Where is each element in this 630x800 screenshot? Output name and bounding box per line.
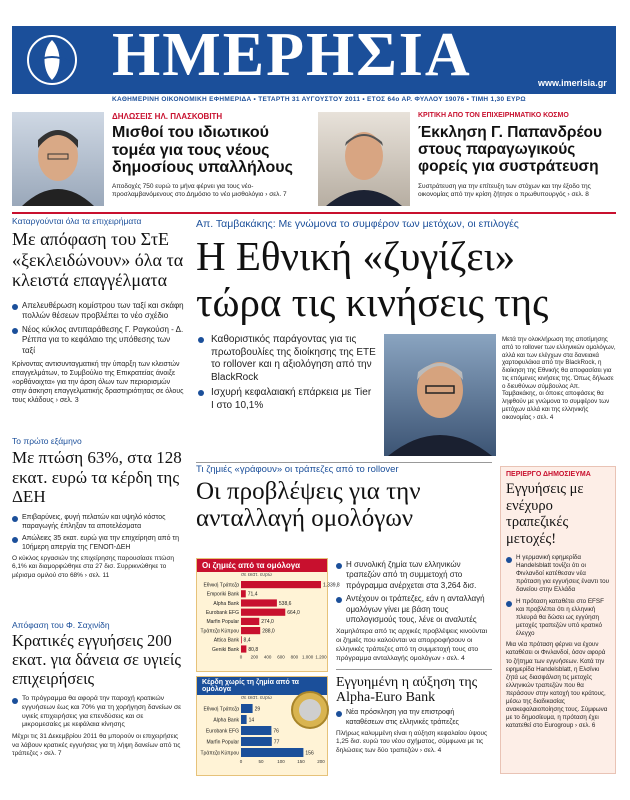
tick-label: 800 [290, 654, 299, 660]
category-label: Alpha Bank [213, 600, 239, 607]
left-story-3 [12, 620, 184, 759]
category-label: Marfin Popular [206, 739, 239, 746]
left2-bullet: Απώλειες 35 εκατ. ευρώ για την επιχείρηση από τη 10ήμερη απεργία της ΓΕΝΟΠ-ΔΕΗ [12, 534, 184, 552]
losses-chart [197, 580, 340, 668]
left-story-2 [12, 436, 184, 580]
left2-body: Ο κύκλος εργασιών της επιχείρησης παρουσίασε πτώση 6,1% και διαμορφώθηκε στα 27 δισ. Συρρικνώθηκε το μέρισμα ομιλού στο 68% › σελ. 11 [12, 555, 174, 579]
tick-label: 200 [317, 759, 325, 764]
top-left-headline[interactable]: Μισθοί του ιδιωτικού τομέα για τους νέους δημοσίους υπαλλήλους [112, 124, 293, 177]
tick-label: 0 [239, 759, 243, 764]
losses-chart-unit: σε εκατ. ευρώ [241, 572, 272, 578]
bar [241, 609, 285, 616]
tick-label: 1.000 [302, 654, 314, 660]
right-kicker: ΠΕΡΙΕΡΓΟ ΔΗΜΟΣΙΕΥΜΑ [506, 471, 591, 478]
mid-article [336, 560, 492, 755]
value-label: 288,0 [262, 628, 275, 635]
losses-chart-title: Οι ζημιές από τα ομόλογα [197, 559, 327, 572]
photo-tamvakakis [384, 334, 496, 456]
losses-chart-box [196, 558, 340, 672]
category-label: Eurobank EFG [205, 610, 239, 617]
category-label: Εθνική Τράπεζα [203, 706, 239, 713]
tick-label: 100 [277, 759, 285, 764]
left2-headline[interactable]: Με πτώση 63%, στα 128 εκατ. ευρώ τα κέρδη της ΔΕΗ [12, 448, 182, 507]
top-right-headline[interactable]: Έκκληση Γ. Παπανδρέου στους παραγωγικούς φορείς για συστράτευση [418, 124, 602, 176]
right-bullet: Η γερμανική εφημερίδα Handelsblatt τονίζει ότι οι Φινλανδοί κατέθεσαν νέα πρόταση για εγγυήσεις έναντι του δανείου στην Ελλάδα [506, 554, 610, 595]
top-right-kicker: ΚΡΙΤΙΚΗ ΑΠΟ ΤΟΝ ΕΠΙΧΕΙΡΗΜΑΤΙΚΟ ΚΟΣΜΟ [418, 112, 569, 119]
profits-chart-title: Κέρδη χωρίς τη ζημία από τα ομόλογα [197, 677, 327, 695]
value-label: 77 [273, 739, 280, 746]
lead-bullets [198, 334, 376, 415]
value-label: 80,8 [248, 646, 259, 653]
left3-headline[interactable]: Κρατικές εγγυήσεις 200 εκατ. για δάνεια σε υγιείς επιχειρήσεις [12, 631, 181, 688]
category-label: Eurobank EFG [205, 728, 239, 735]
mid-headline-2[interactable]: Εγγυημένη η αύξηση της Alpha-Euro Bank [336, 674, 478, 706]
photo-papandreou [318, 112, 410, 206]
lead-bullet: Ισχυρή κεφαλαιακή επάρκεια με Tier I στο 10,1% [198, 387, 376, 412]
masthead-title: ΗΜΕΡΗΣΙΑ [112, 21, 472, 89]
category-label: Τράπεζα Κύπρου [200, 628, 239, 635]
value-label: 29 [254, 706, 261, 713]
mid-body-2: Πλήρως καλυμμένη είναι η αύξηση κεφαλαίου ύψους 1,25 δισ. ευρώ του νέου σχήματος, σύμφωνα με τις δηλώσεις των δύο τραπεζών › σελ. 4 [336, 729, 488, 754]
value-label: 8,4 [243, 637, 251, 644]
lead-headline-line-2[interactable]: τώρα τις κινήσεις της [196, 279, 549, 325]
bar [241, 737, 272, 746]
mid-bullet: Η συνολική ζημία των ελληνικών τραπεζών από τη συμμετοχή στο πρόγραμμα ανέρχεται στα 3,264 δισ. [336, 560, 492, 591]
bar [241, 715, 247, 724]
category-label: Geniki Bank [212, 646, 239, 653]
value-label: 664,0 [287, 610, 300, 617]
bar [241, 726, 271, 735]
value-label: 71,4 [247, 591, 258, 598]
top-left-body: Αποδοχές 750 ευρώ το μήνα φέρνει για τους νέο-προσλαμβανόμενους στο Δημόσιο το νέο μισθολόγιο › σελ. 7 [112, 183, 287, 199]
top-left-kicker: ΔΗΛΩΣΕΙΣ ΗΛ. ΠΛΑΣΚΟΒΙΤΗ [112, 112, 223, 121]
left1-bullet: Νέος κύκλος αντιπαράθεσης Γ. Ραγκούση - Δ. Ρέππα για το κεφάλαιο της υπόθεσης των ταξί [12, 325, 184, 356]
top-right-body: Συστράτευση για την επίτευξη των στόχων και την έξοδο της οικονομίας από την κρίση ζήτησε ο πρωθυπουργός › σελ. 8 [418, 183, 591, 199]
bar [241, 618, 259, 625]
category-label: Marfin Popular [206, 619, 239, 626]
euro-coin-icon [290, 690, 330, 730]
lead-bullet: Καθοριστικός παράγοντας για τις πρωτοβουλίες της διοίκησης της ΕΤΕ το rollover και η αξιολόγηση από την BlackRock [198, 334, 376, 384]
value-label: 274,0 [261, 619, 274, 626]
right-body: Μια νέα πρόταση φέρνει να έχουν καταθέσει οι Φινλανδοί, όσον αφορά το ζήτημα των εγγυήσεων. Κατά την εφημερίδα Handelsblatt, η Ελσίνκι ζητά ως διασφάλιση τις μετοχές ελληνικών τραπεζών που θα περάσουν στην κατοχή του κράτους, μέσω της διαδικασίας ανακεφαλαιοποίησης τους. Σύμφωνα με το δημοσίευμα, η πρόταση έχει κατατεθεί στο Eurogroup › σελ. 6 [506, 641, 608, 730]
divider [12, 212, 616, 214]
right-story-box [500, 466, 616, 774]
value-label: 156 [305, 750, 314, 757]
bar [241, 581, 321, 588]
value-label: 538,6 [278, 600, 292, 607]
tick-label: 150 [297, 759, 305, 764]
bar [241, 599, 277, 606]
tick-label: 600 [277, 654, 285, 660]
mid-headline[interactable]: Οι προβλέψεις για την ανταλλαγή ομολόγων [196, 478, 421, 532]
right-headline[interactable]: Εγγυήσεις με ενέχυρο τραπεζικές μετοχές! [506, 481, 584, 548]
left2-kicker: Το πρώτο εξάμηνο [12, 436, 82, 446]
left1-headline[interactable]: Με απόφαση του ΣτΕ «ξεκλειδώνουν» όλα τα κλειστά επαγγέλματα [12, 229, 184, 291]
masthead-url[interactable]: www.imerisia.gr [538, 78, 607, 88]
left2-bullet: Επιβαρύνεις, φυγή πελατών και υψηλό κόστος παραγωγής έπληξαν τα αποτελέσματα [12, 513, 184, 531]
left-story-1 [12, 216, 184, 405]
left1-body: Κρίνοντας αντισυνταγματική την ύπαρξη των κλειστών επαγγελμάτων, το Συμβούλιο της Επικρατείας άνοιξε «ορθάνοιχτα» για την άρση όλων των περιορισμών στην άσκηση επαγγελματικής δραστηριότητας σε όλους τους κλάδους › σελ. 3 [12, 361, 184, 405]
divider [196, 462, 492, 463]
bar [241, 748, 303, 757]
category-label: Εθνική Τράπεζα [203, 582, 239, 589]
lead-headline-line-1[interactable]: Η Εθνική «ζυγίζει» [196, 233, 516, 279]
left1-kicker: Καταργούνται όλα τα επιχειρήματα [12, 216, 142, 226]
lead-side-text: Μετά την ολοκλήρωση της αποτίμησης από το rollover των ελληνικών ομολόγων, αλλά και των ελέγχων στα δανειακά χαρτοφυλάκια από την BlackRock, η διοίκηση της Εθνικής θα αποφασίσει για τις επόμενες κινήσεις της. Όπως δήλωσε ο διευθύνων σύμβουλος Απ. Ταμβακάκης, οι όποιες αποφάσεις θα ληφθούν με γνώμονα το συμφέρον των μετόχων αλλά και της ελληνικής οικονομίας › σελ. 4 [502, 336, 616, 421]
tick-label: 400 [263, 654, 272, 660]
category-label: Attica Bank [213, 637, 239, 644]
left1-bullet: Απελευθέρωση κομίστρου των ταξί και σκάφη πολλών θέσεων προβλέπει το νέο σχέδιο [12, 301, 184, 322]
newspaper-logo-icon [22, 32, 82, 88]
tick-label: 50 [258, 759, 264, 764]
right-bullet: Η πρόταση καταθέτει στο EFSF και προβλέπει ότι η ελληνική πλευρά θα δώσει ως εγγύηση μετοχές τραπεζών υπό κρατικό έλεγχο [506, 598, 610, 639]
tick-label: 0 [239, 654, 243, 660]
photo-plaskovitis [12, 112, 104, 206]
mid-bullet-2: Νέα πρόσκληση για την επιστροφή καταθέσεων στις ελληνικές τράπεζες [336, 708, 492, 726]
profits-chart-unit: σε εκατ. ευρώ [241, 695, 272, 701]
mid-bullet: Αντέχουν οι τράπεζες, εάν η ανταλλαγή ομολόγων γίνει με βάση τους υπολογισμούς τους, λένε οι αναλυτές [336, 594, 492, 625]
value-label: 1.339,8 [323, 582, 340, 589]
bar [241, 590, 246, 597]
left3-kicker: Απόφαση του Φ. Σαχινίδη [12, 620, 110, 630]
bar [241, 704, 253, 713]
category-label: Τράπεζα Κύπρου [200, 750, 239, 757]
tick-label: 200 [250, 654, 259, 660]
bar [241, 636, 242, 643]
mid-body: Χαμηλότερα από τις αρχικές προβλέψεις κινούνται οι ζημιές που καλούνται να απορροφήσουν οι ελληνικές τράπεζες από τη συμμετοχή τους στο πρόγραμμα ανταλλαγής ομολόγων › σελ. 4 [336, 628, 488, 662]
category-label: Emporiki Bank [206, 591, 239, 598]
lead-kicker: Απ. Ταμβακάκης: Με γνώμονα το συμφέρον των μετόχων, οι επιλογές [196, 218, 519, 230]
bar [241, 645, 246, 652]
mid-kicker: Τι ζημιές «γράφουν» οι τράπεζες από το rollover [196, 464, 399, 475]
value-label: 76 [273, 728, 279, 735]
value-label: 14 [248, 717, 255, 724]
left3-bullet: Το πρόγραμμα θα αφορά την παροχή κρατικών εγγυήσεων έως και 70% για τη χορήγηση δανείων σε υγιείς επιχειρήσεις για επενδύσεις και σε μικρομεσαίες με κεφάλαια κίνησης [12, 695, 184, 730]
bar [241, 627, 260, 634]
left3-body: Μέχρι τις 31 Δεκεμβρίου 2011 θα μπορούν οι επιχειρήσεις να λάβουν κρατικές εγγυήσεις για τη λήψη δανείων από τις τράπεζες › σελ. 7 [12, 733, 181, 758]
category-label: Alpha Bank [213, 717, 239, 724]
tick-label: 1.200 [315, 654, 327, 660]
masthead-info: ΚΑΘΗΜΕΡΙΝΗ ΟΙΚΟΝΟΜΙΚΗ ΕΦΗΜΕΡΙΔΑ • ΤΕΤΑΡΤΗ 31 ΑΥΓΟΥΣΤΟΥ 2011 • ΕΤΟΣ 64ο ΑΡ. ΦΥΛΛΟΥ 19076 • ΤΙΜΗ 1,30 ΕΥΡΩ [112, 96, 526, 103]
